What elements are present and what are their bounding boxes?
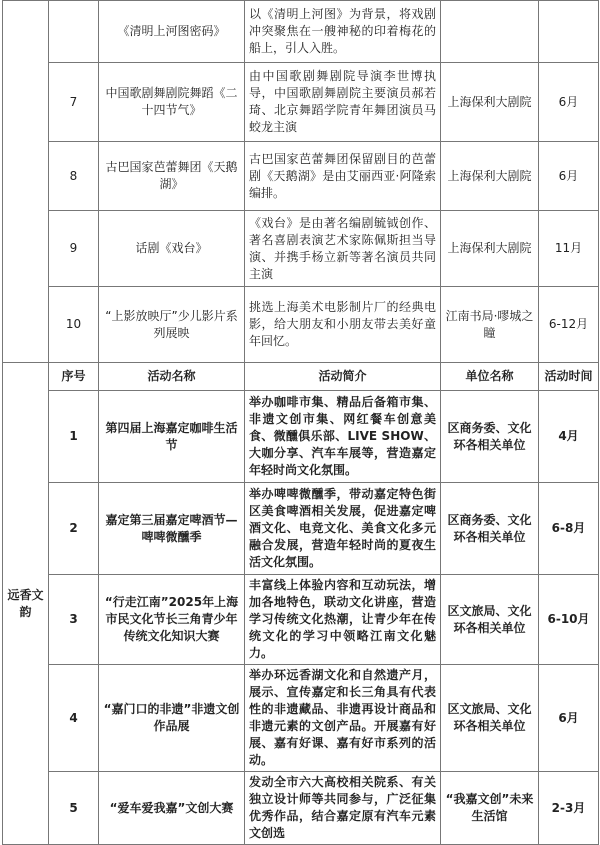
time: 6月	[539, 142, 599, 211]
row-number: 2	[49, 483, 99, 575]
activity-name: 嘉定第三届嘉定啤酒节—啤啤微醺季	[99, 483, 245, 575]
activity-name: 话剧《戏台》	[99, 211, 245, 287]
org: 区文旅局、文化环各相关单位	[441, 575, 539, 665]
activity-desc: 举办咖啡市集、精品后备箱市集、非遗文创市集、网红餐车创意美食、微醺俱乐部、LIVE SHOW、大咖分享、汽车车展等，营造嘉定年轻时尚文化氛围。	[245, 391, 441, 483]
activity-desc: 由中国歌剧舞剧院导演李世博执导，中国歌剧舞剧院主要演员郝若琦、北京舞蹈学院青年舞团演员马蛟龙主演	[245, 63, 441, 142]
table-row	[3, 575, 599, 665]
time: 4月	[539, 391, 599, 483]
row-number: 3	[49, 575, 99, 665]
category-cell	[3, 1, 49, 363]
time: 6-10月	[539, 575, 599, 665]
table-row	[3, 287, 599, 363]
activity-name: 中国歌剧舞剧院舞蹈《二十四节气》	[99, 63, 245, 142]
table-row	[3, 142, 599, 211]
activity-name: “爱车爱我嘉”文创大赛	[99, 772, 245, 845]
time	[539, 1, 599, 63]
activity-desc: 古巴国家芭蕾舞团保留剧目的芭蕾剧《天鹅湖》是由艾丽西亚·阿隆索编排。	[245, 142, 441, 211]
row-number: 10	[49, 287, 99, 363]
row-number: 7	[49, 63, 99, 142]
row-number: 8	[49, 142, 99, 211]
activity-table	[2, 0, 599, 845]
activity-desc: 丰富线上体验内容和互动玩法，增加各地特色，联动文化讲座，营造学习传统文化热潮，让青少年在传统文化的学习中领略江南文化魅力。	[245, 575, 441, 665]
table-row	[3, 772, 599, 845]
activity-desc: 举办啤啤微醺季，带动嘉定特色街区美食啤酒相关发展，促进嘉定啤酒文化、电竞文化、美食文化多元融合发展，营造年轻时尚的夏夜生活文化氛围。	[245, 483, 441, 575]
activity-desc: 举办环远香湖文化和自然遗产月，展示、宣传嘉定和长三角具有代表性的非遗藏品、非遗再设计商品和非遗元素的文创产品。开展嘉有好展、嘉有好课、嘉有好市系列的活动。	[245, 665, 441, 772]
activity-desc: 发动全市六大高校相关院系、有关独立设计师等共同参与，广泛征集优秀作品，结合嘉定原有汽车元素文创选	[245, 772, 441, 845]
activity-desc: 以《清明上河图》为背景，将戏剧冲突聚焦在一艘神秘的印着梅花的船上，引人入胜。	[245, 1, 441, 63]
table-row	[3, 1, 599, 63]
activity-name: “上影放映厅”少儿影片系列展映	[99, 287, 245, 363]
activity-desc: 《戏台》是由著名编剧毓钺创作、著名喜剧表演艺术家陈佩斯担当导演、并携手杨立新等著名演员共同主演	[245, 211, 441, 287]
row-number: 5	[49, 772, 99, 845]
org: 区商务委、文化环各相关单位	[441, 391, 539, 483]
activity-name: 第四届上海嘉定咖啡生活节	[99, 391, 245, 483]
time: 6月	[539, 63, 599, 142]
venue	[441, 1, 539, 63]
venue: 江南书局·嘐城之瞳	[441, 287, 539, 363]
header-org: 单位名称	[441, 363, 539, 391]
activity-name: 《清明上河图密码》	[99, 1, 245, 63]
table-row	[3, 665, 599, 772]
activity-name: “嘉门口的非遗”非遗文创作品展	[99, 665, 245, 772]
time: 6-12月	[539, 287, 599, 363]
time: 11月	[539, 211, 599, 287]
time: 6-8月	[539, 483, 599, 575]
org: 区文旅局、文化环各相关单位	[441, 665, 539, 772]
venue: 上海保利大剧院	[441, 142, 539, 211]
table-row	[3, 391, 599, 483]
header-desc: 活动简介	[245, 363, 441, 391]
header-no: 序号	[49, 363, 99, 391]
table-row	[3, 63, 599, 142]
activity-name: 古巴国家芭蕾舞团《天鹅湖》	[99, 142, 245, 211]
header-name: 活动名称	[99, 363, 245, 391]
row-number: 4	[49, 665, 99, 772]
time: 6月	[539, 665, 599, 772]
org: 区商务委、文化环各相关单位	[441, 483, 539, 575]
venue: 上海保利大剧院	[441, 211, 539, 287]
venue: 上海保利大剧院	[441, 63, 539, 142]
org: “我嘉文创”未来生活馆	[441, 772, 539, 845]
row-number: 9	[49, 211, 99, 287]
row-number: 1	[49, 391, 99, 483]
row-number	[49, 1, 99, 63]
activity-name: “行走江南”2025年上海市民文化节长三角青少年传统文化知识大赛	[99, 575, 245, 665]
time: 2-3月	[539, 772, 599, 845]
table-row	[3, 211, 599, 287]
activity-desc: 挑选上海美术电影制片厂的经典电影，给大朋友和小朋友带去美好童年回忆。	[245, 287, 441, 363]
header-time: 活动时间	[539, 363, 599, 391]
table-header-row	[3, 363, 599, 391]
category-cell: 远香文韵	[3, 363, 49, 845]
table-row	[3, 483, 599, 575]
